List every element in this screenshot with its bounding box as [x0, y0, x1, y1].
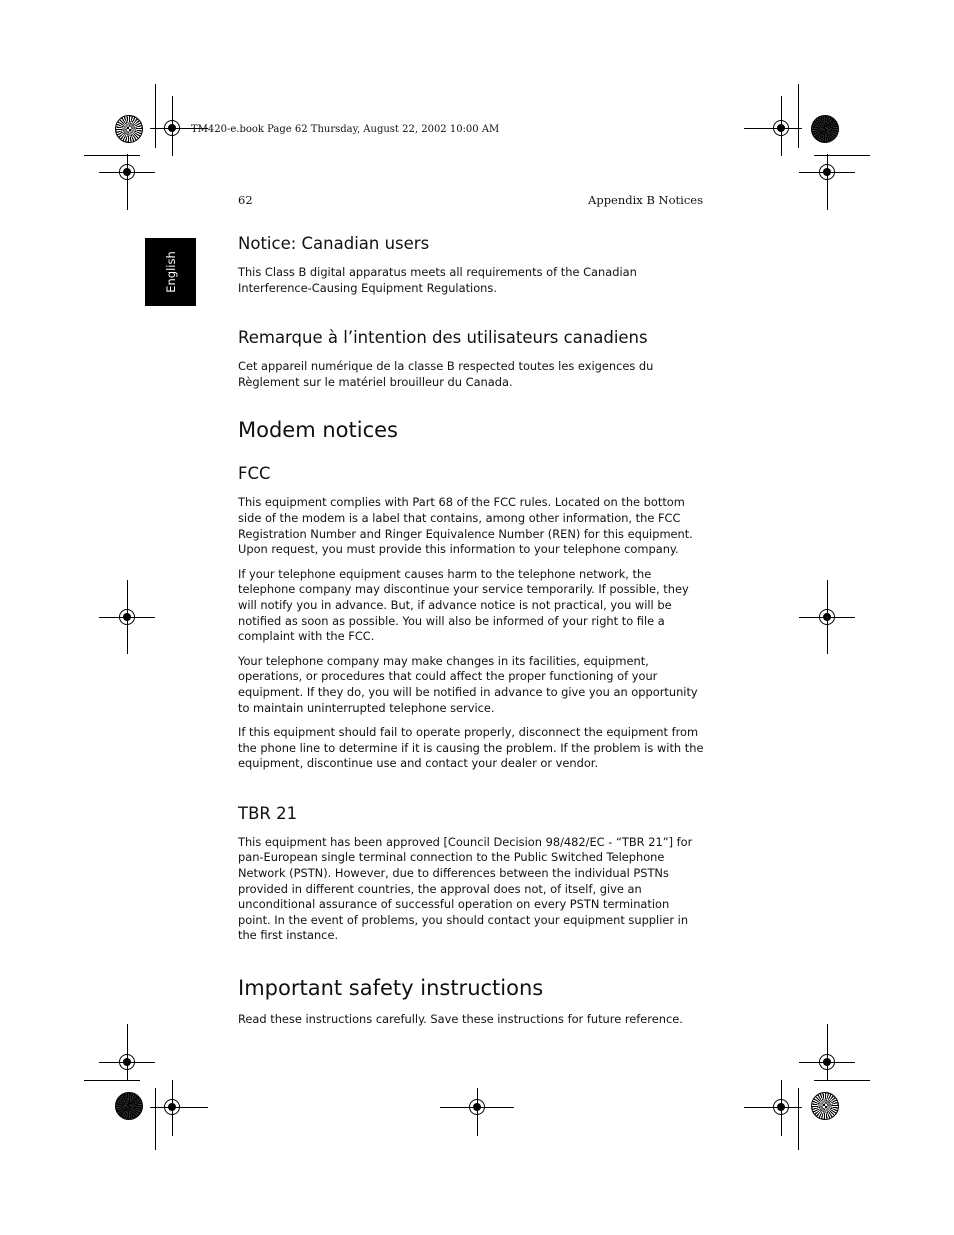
registration-target-icon — [819, 609, 835, 625]
registration-target-icon — [773, 120, 789, 136]
tbr21-section — [238, 802, 704, 944]
chapter-heading: Important safety instructions — [238, 976, 544, 1001]
crop-mark — [127, 154, 128, 210]
body-paragraph: Cet appareil numérique de la classe B respected toutes les exigences du Règlement sur le matériel brouilleur du Canada. — [238, 359, 654, 389]
body-paragraph: Your telephone company may make changes in its facilities, equipment, operations, or procedures that could affect the proper functioning of your equipment. If they do, you will be notified in advance to give you an opportunity to maintain uninterrupted telephone service. — [238, 653, 698, 715]
body-paragraph: This equipment complies with Part 68 of the FCC rules. Located on the bottom side of the modem is a label that contains, among other information, the FCC Registration Number and Ringer Equivalence Number (REN) for this equipment. Upon request, you must provide this information to your telephone company. — [238, 495, 693, 557]
registration-target-icon — [819, 1054, 835, 1070]
body-paragraph: If this equipment should fail to operate properly, disconnect the equipment from the phone line to determine if it is causing the problem. If the problem is with the equipment, discontinue use and contact your dealer or vendor. — [238, 725, 704, 771]
crop-mark — [814, 1080, 870, 1081]
registration-starburst-icon — [115, 1092, 143, 1120]
running-head: Appendix B Notices — [588, 193, 703, 207]
crop-mark — [814, 155, 870, 156]
section-heading: TBR 21 — [238, 803, 298, 823]
section-heading: Notice: Canadian users — [238, 234, 430, 253]
body-paragraph: This equipment has been approved [Council Decision 98/482/EC - “TBR 21”] for pan-European single terminal connection to the Public Switched Telephone Network (PSTN). However, due to differences between the individual PSTNs provided in different countries, the approval does not, of itself, give an unconditional assurance of successful operation on every PSTN termination point. In the event of problems, you should contact your equipment supplier in the first instance. — [238, 834, 693, 943]
body-paragraph: Read these instructions carefully. Save these instructions for future reference. — [238, 1012, 683, 1027]
crop-mark — [155, 1088, 156, 1150]
registration-target-icon — [773, 1099, 789, 1115]
crop-mark — [155, 84, 156, 148]
page-number: 62 — [238, 193, 253, 207]
registration-target-icon — [119, 1054, 135, 1070]
remarque-section — [238, 326, 704, 390]
crop-mark — [798, 84, 799, 148]
crop-mark — [827, 154, 828, 210]
registration-starburst-icon — [811, 115, 839, 143]
crop-mark — [827, 1024, 828, 1080]
section-heading: FCC — [238, 464, 271, 484]
crop-mark — [84, 1080, 140, 1081]
section-heading: Remarque à l’intention des utilisateurs canadiens — [238, 328, 648, 348]
registration-target-icon — [119, 609, 135, 625]
registration-starburst-icon — [115, 115, 143, 143]
body-paragraph: This Class B digital apparatus meets all requirements of the Canadian Interference-Causing Equipment Regulations. — [238, 265, 637, 295]
crop-mark — [84, 155, 140, 156]
registration-starburst-icon — [811, 1092, 839, 1120]
fcc-section — [238, 462, 704, 772]
registration-target-icon — [164, 1099, 180, 1115]
crop-mark — [798, 1088, 799, 1150]
crop-mark — [127, 1024, 128, 1080]
page-content — [238, 232, 704, 1037]
safety-section — [238, 974, 704, 1028]
print-header: TM420-e.book Page 62 Thursday, August 22, 2002 10:00 AM — [191, 124, 500, 135]
body-paragraph: If your telephone equipment causes harm to the telephone network, the telephone company may discontinue your service temporarily. If possible, they will notify you in advance. But, if advance notice is not practical, you will be notified as soon as possible. You will also be informed of your right to file a complaint with the FCC. — [238, 566, 689, 644]
language-tab-label: English — [163, 251, 178, 293]
language-tab — [145, 238, 196, 306]
registration-target-icon — [469, 1099, 485, 1115]
registration-target-icon — [119, 164, 135, 180]
chapter-heading: Modem notices — [238, 418, 398, 443]
canadian-notice-section — [238, 232, 704, 296]
registration-target-icon — [819, 164, 835, 180]
registration-target-icon — [164, 120, 180, 136]
